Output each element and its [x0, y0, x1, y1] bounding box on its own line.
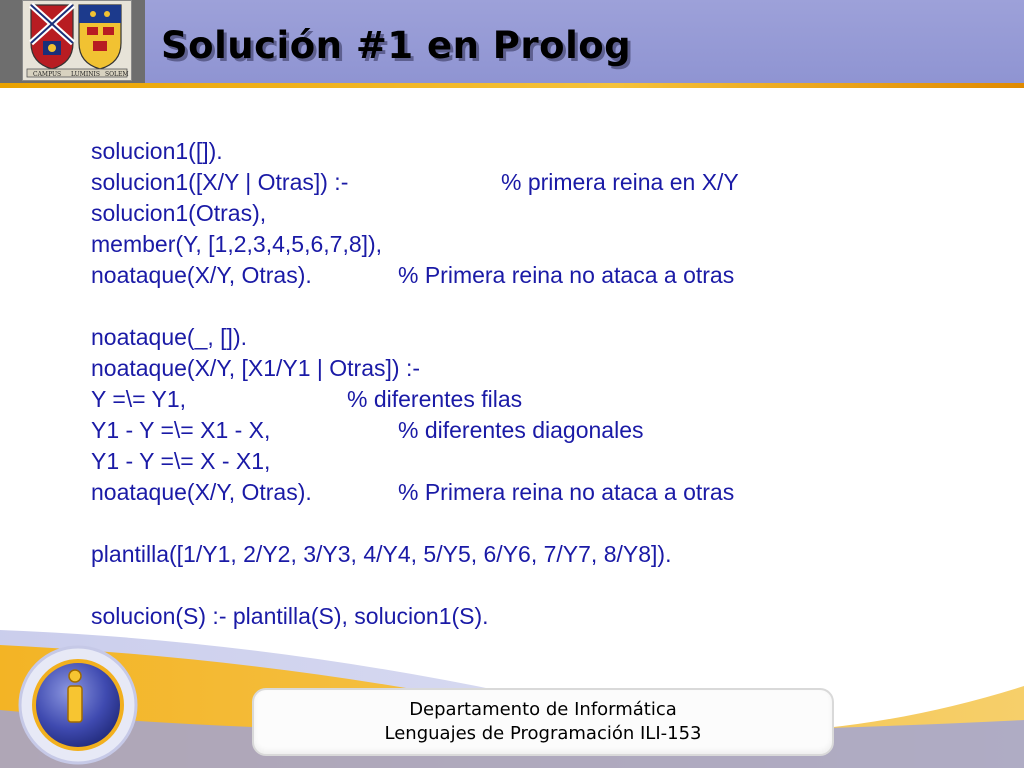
- code-text: Y1 - Y =\= X - X1,: [91, 448, 271, 474]
- code-text: noataque(_, []).: [91, 324, 247, 350]
- code-comment: % primera reina en X/Y: [501, 169, 739, 195]
- code-text: noataque(X/Y, [X1/Y1 | Otras]) :-: [91, 355, 420, 381]
- code-text: noataque(X/Y, Otras).: [91, 262, 312, 288]
- footer-text: [252, 698, 834, 746]
- code-text: Y1 - Y =\= X1 - X,: [91, 417, 271, 443]
- code-text: plantilla([1/Y1, 2/Y2, 3/Y3, 4/Y4, 5/Y5, 6/Y6, 7/Y7, 8/Y8]).: [91, 541, 672, 567]
- slide-title: Solución #1 en Prolog: [161, 24, 632, 67]
- logo-motto-2: LUMINIS: [71, 71, 100, 78]
- code-text: solucion(S) :- plantilla(S), solucion1(S).: [91, 603, 489, 629]
- code-text: Y =\= Y1,: [91, 386, 187, 412]
- code-text: member(Y, [1,2,3,4,5,6,7,8]),: [91, 231, 383, 257]
- code-text: solucion1([]).: [91, 138, 223, 164]
- code-comment: % Primera reina no ataca a otras: [398, 479, 735, 505]
- code-text: solucion1(Otras),: [91, 200, 267, 226]
- code-text: noataque(X/Y, Otras).: [91, 479, 312, 505]
- code-comment: % Primera reina no ataca a otras: [398, 262, 735, 288]
- code-text: solucion1([X/Y | Otras]) :-: [91, 169, 349, 195]
- coat-of-arms-icon: [23, 1, 131, 80]
- logo-motto-3: SOLEM: [105, 71, 129, 78]
- course-label: Lenguajes de Programación ILI-153: [384, 723, 702, 744]
- logo-motto-1: CAMPUS: [33, 71, 62, 78]
- code-comment: % diferentes diagonales: [398, 417, 644, 443]
- code-comment: % diferentes filas: [347, 386, 523, 412]
- logo-shield-frame: [22, 0, 132, 81]
- department-label: Departamento de Informática: [409, 699, 677, 720]
- header-divider: [0, 83, 1024, 88]
- university-logo: [0, 0, 145, 83]
